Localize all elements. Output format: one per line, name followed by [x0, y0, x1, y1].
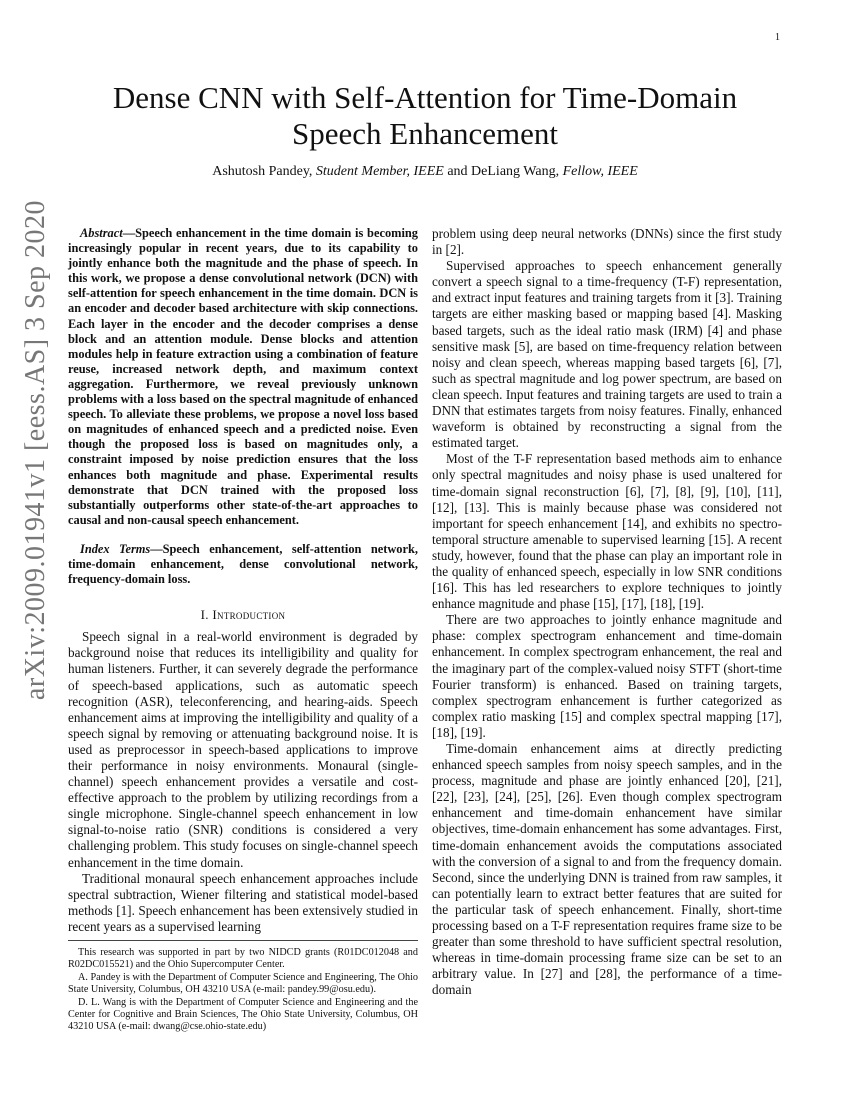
- arxiv-sidebar-stamp: [14, 160, 58, 740]
- abstract: [68, 226, 418, 528]
- footnote-author2: D. L. Wang is with the Department of Computer Science and Engineering and the Center for Cognitive and Brain Sciences, The Ohio State University, Columbus, OH 43210 USA (e-mail: dwang@cse.ohio-state.edu): [68, 996, 418, 1033]
- author-line: [70, 164, 780, 180]
- body-paragraph: Time-domain enhancement aims at directly predicting enhanced speech samples from noisy speech samples, and in the process, magnitude and phase are jointly enhanced [20], [21], [22], [23], [24], [25], [26]. Even though complex spectrogram enhancement and time-domain enhancement have similar objectives, time-domain enhancement has some advantages. First, time-domain enhancement avoids the computations associated with the conversion of a signal to and from the frequency domain. Second, since the underlying DNN is trained from raw samples, it can potentially learn to extract better features that are suited for the particular task of speech enhancement. Finally, short-time processing based on a T-F representation requires frame size to be greater than some threshold to have sufficient spectral resolution, whereas in time-domain processing frame size can be set to an arbitrary value. In [27] and [28], the performance of a time-domain: [432, 741, 782, 998]
- index-terms-label: Index Terms: [80, 541, 151, 556]
- body-paragraph: problem using deep neural networks (DNNs) since the first study in [2].: [432, 226, 782, 258]
- section-heading: [68, 607, 418, 623]
- abstract-text: —Speech enhancement in the time domain is becoming increasingly popular in recent years, due to its capability to jointly enhance both the magnitude and the phase of speech. In this work, we propose a dense convolutional network (DCN) with self-attention for speech enhancement in the time domain. DCN is an encoder and decoder based architecture with skip connections. Each layer in the encoder and the decoder comprises a dense block and an attention module. Dense blocks and attention modules help in feature extraction using a combination of feature reuse, increased network depth, and maximum context aggregation. Furthermore, we reveal previously unknown problems with a loss based on the spectral magnitude of enhanced speech. To alleviate these problems, we propose a novel loss based on magnitudes of enhanced speech and a predicted noise. Even though the proposed loss is based on magnitudes only, a constraint imposed by noise prediction ensures that the loss enhances both magnitude and phase. Experimental results demonstrate that DCN trained with the proposed loss substantially outperforms other state-of-the-art approaches to causal and non-causal speech enhancement.: [68, 226, 418, 527]
- index-terms-text: —Speech enhancement, self-attention network, time-domain enhancement, dense convolutional network, frequency-domain loss.: [68, 541, 418, 587]
- footnote-funding: This research was supported in part by two NIDCD grants (R01DC012048 and R02DC015521) and the Ohio Supercomputer Center.: [68, 947, 418, 971]
- index-terms: [68, 542, 418, 587]
- abstract-label: Abstract: [80, 226, 123, 240]
- author1-name: Ashutosh Pandey,: [212, 164, 313, 179]
- body-paragraph: Supervised approaches to speech enhancement generally convert a speech signal to a time-frequency (T-F) representation, and extract input features and training targets from it [3]. Training targets are either masking based or mapping based [4]. Masking based targets, such as the ideal ratio mask (IRM) [4] and phase sensitive mask [5], are based on time-frequency relation between noisy and clean speech, whereas mapping based targets [6], [7], such as spectral magnitude and log power spectrum, are based on clean speech. Input features and training targets are used to train a DNN that estimates targets from noisy features. Finally, enhanced waveform is obtained by reconstructing a signal from the estimated target.: [432, 258, 782, 451]
- left-column: [68, 226, 418, 935]
- footnote-author1: A. Pandey is with the Department of Computer Science and Engineering, The Ohio State University, Columbus, OH 43210 USA (e-mail: pandey.99@osu.edu).: [68, 971, 418, 996]
- author-conjunction: and DeLiang Wang,: [447, 164, 560, 179]
- footnotes: [68, 940, 418, 1034]
- paper-title: Dense CNN with Self-Attention for Time-Domain Speech Enhancement: [112, 80, 738, 151]
- body-paragraph: Most of the T-F representation based methods aim to enhance only spectral magnitudes and noisy phase is used unaltered for time-domain signal reconstruction [6], [7], [8], [9], [10], [11], [12], [13]. This is mainly because phase was considered not important for speech enhancement [14], and exhibits no spectro-temporal structure amenable to supervised learning [15]. A recent study, however, found that the phase can play an important role in the quality of enhanced speech, especially in low SNR conditions [16]. This has led researchers to explore techniques to jointly enhance magnitude and phase [15], [17], [18], [19].: [432, 451, 782, 612]
- arxiv-id: arXiv:2009.01941v1 [eess.AS] 3 Sep 2020: [20, 199, 51, 701]
- section-title: Introduction: [212, 607, 286, 623]
- section-number: I.: [200, 607, 209, 623]
- author2-role: Fellow, IEEE: [562, 164, 638, 179]
- body-paragraph: Traditional monaural speech enhancement approaches include spectral subtraction, Wiener filtering and statistical model-based methods [1]. Speech enhancement has been extensively studied in recent years as a supervised learning: [68, 870, 418, 934]
- right-column: [432, 226, 782, 999]
- body-paragraph: There are two approaches to jointly enhance magnitude and phase: complex spectrogram enhancement and time-domain enhancement. In complex spectrogram enhancement, the real and the imaginary part of the complex-valued noisy STFT (short-time Fourier transform) is enhanced. Based on training targets, complex spectrogram enhancement is further categorized as complex ratio masking [15] and complex spectral mapping [17], [18], [19].: [432, 612, 782, 740]
- author1-role: Student Member, IEEE: [315, 164, 444, 179]
- body-paragraph: Speech signal in a real-world environment is degraded by background noise that reduces its intelligibility and quality for human listeners. Further, it can severely degrade the performance of speech-based applications, such as automatic speech recognition (ASR), teleconferencing, and hearing-aids. Speech enhancement aims at improving the intelligibility and quality of a speech signal by removing or attenuating background noise. It is used as preprocessor in speech-based applications to improve their performance in noisy environments. Monaural (single-channel) speech enhancement provides a versatile and cost-effective approach to the problem by utilizing recordings from a single microphone. Single-channel speech enhancement in low signal-to-noise ratio (SNR) conditions is considered a very challenging problem. This study focuses on single-channel speech enhancement in the time domain.: [68, 629, 418, 870]
- page-number: 1: [775, 32, 780, 43]
